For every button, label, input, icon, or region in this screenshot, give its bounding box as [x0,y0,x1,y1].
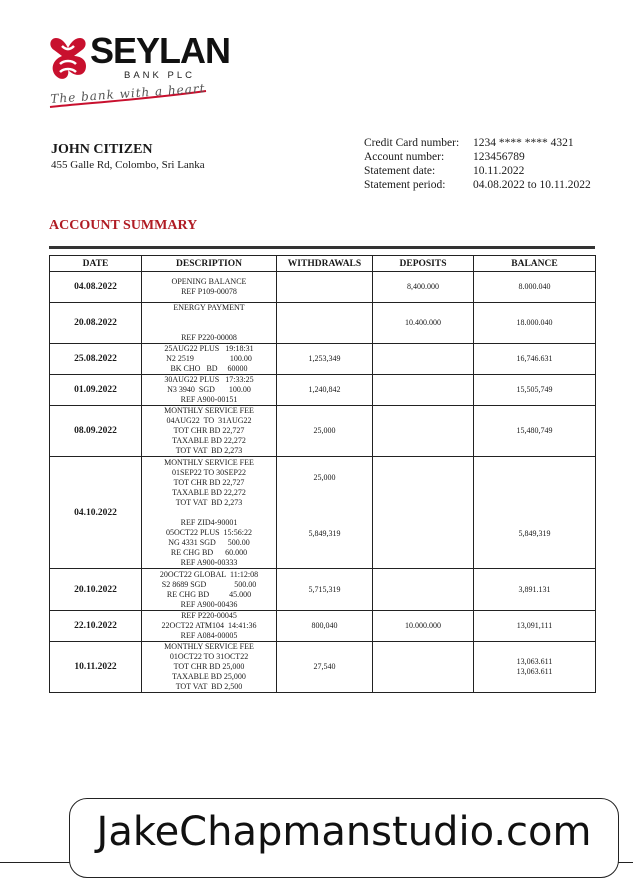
account-number-value: 123456789 [473,151,525,163]
description-line: MONTHLY SERVICE FEE [164,457,254,467]
card-number-row [364,136,591,150]
table-row [50,303,596,344]
header-withdrawals: WITHDRAWALS [277,256,373,272]
balance-value: 3,891.131 [518,584,551,594]
withdrawal-cell [277,303,373,344]
description-line: TOT CHR BD 22,727 [173,477,245,487]
deposit-cell [373,303,474,344]
header-description: DESCRIPTION [142,256,277,272]
date-cell [50,611,142,642]
withdrawal-cell [277,642,373,693]
balance-value: 13,091,111 [516,621,553,630]
withdrawal-cell [277,569,373,611]
card-number-label: Credit Card number: [364,137,460,149]
table-row [50,569,596,611]
balance-cell [474,457,596,569]
balance-cell [474,272,596,303]
cell-value: 8,400.000 [407,282,439,291]
watermark-text: JakeChapmanstudio.com [96,809,592,855]
description-line: S2 8689 SGD 500.00 [161,579,257,589]
date-cell [50,344,142,375]
cell-value: 10.000.000 [405,621,441,630]
table-row [50,457,596,569]
description-cell [142,406,277,457]
account-summary-heading: ACCOUNT SUMMARY [49,218,198,233]
transactions-table [49,255,596,693]
withdrawal-value: 25,000 [313,473,336,482]
description-line: TOT CHR BD 25,000 [173,662,245,671]
description-line: REF P220-00008 [181,333,237,342]
deposit-cell [373,272,474,303]
description-line: 05OCT22 PLUS 15:56:22 [165,527,252,537]
description-line: TOT VAT BD 2,500 [175,682,243,691]
withdrawal-cell [277,375,373,406]
description-line: 01OCT22 TO 31OCT22 [169,652,249,661]
description-line: 04AUG22 TO 31AUG22 [166,416,252,425]
cell-value: 25,000 [313,426,336,435]
description-line: 22OCT22 ATM104 14:41:36 [161,621,257,630]
date-cell [50,303,142,344]
deposit-cell [373,642,474,693]
cell-value: 20.10.2022 [74,584,117,595]
cell-value: 22.10.2022 [74,621,117,631]
deposit-cell [373,611,474,642]
withdrawal-cell [277,344,373,375]
statement-details [364,136,591,192]
bank-tagline: The bank with a heart [50,81,206,106]
description-line: REF A084-00005 [180,631,238,640]
statement-date-row [364,164,591,178]
balance-value: 15,505,749 [516,385,553,394]
deposit-cell [373,457,474,569]
date-cell [50,406,142,457]
balance-value: 13,063.611 [516,657,553,666]
balance-cell [474,344,596,375]
balance-value: 18.000.040 [516,318,553,327]
balance-cell [474,406,596,457]
header-deposits: DEPOSITS [373,256,474,272]
header-date: DATE [50,256,142,272]
description-line: REF A900-00333 [180,557,238,567]
description-cell [142,569,277,611]
description-line: 30AUG22 PLUS 17:33:25 [164,375,254,384]
cell-value: 1,240,842 [308,385,341,394]
description-line: TAXABLE BD 22,272 [172,436,246,445]
spacer [142,508,276,518]
seylan-emblem-icon [48,36,88,86]
description-line: REF P220-00045 [181,611,237,620]
description-line: 01SEP22 TO 30SEP22 [172,467,246,477]
cell-value: 08.09.2022 [74,426,117,436]
table-row [50,642,596,693]
description-line: TOT CHR BD 22,727 [173,426,245,435]
balance-value: 15,480,749 [516,426,553,435]
statement-period-row [364,178,591,192]
statement-period-value: 04.08.2022 to 10.11.2022 [473,179,591,191]
deposit-cell [373,569,474,611]
cell-value: 5,715,319 [308,584,341,594]
balance-cell [474,611,596,642]
balance-value: 8.000.040 [518,282,551,291]
balance-cell [474,303,596,344]
date-cell [50,569,142,611]
deposit-cell [373,344,474,375]
balance-cell [474,569,596,611]
description-line: TAXABLE BD 22,272 [172,487,246,497]
description-cell [142,642,277,693]
description-line: MONTHLY SERVICE FEE [164,406,254,415]
description-line: NG 4331 SGD 500.00 [168,537,250,547]
account-number-label: Account number: [364,151,445,163]
statement-date-label: Statement date: [364,165,436,177]
description-line: REF P109-00078 [181,287,237,296]
description-cell [142,375,277,406]
customer-name: JOHN CITIZEN [51,142,153,157]
customer-address: 455 Galle Rd, Colombo, Sri Lanka [51,159,205,171]
description-cell [142,272,277,303]
description-line: ENERGY PAYMENT [173,303,245,312]
description-line: MONTHLY SERVICE FEE [164,642,254,651]
table-row [50,272,596,303]
header-balance: BALANCE [474,256,596,272]
cell-value: 800,040 [311,621,338,630]
withdrawal-cell [277,457,373,569]
balance-value: 16,746.631 [516,354,553,363]
table-row [50,406,596,457]
card-number-value: 1234 **** **** 4321 [473,137,574,149]
table-row [50,344,596,375]
cell-value: 01.09.2022 [74,385,117,395]
heading-divider [49,246,595,249]
cell-value: 04.10.2022 [74,507,117,518]
cell-value: 10.400.000 [405,318,441,327]
deposit-cell [373,406,474,457]
description-line: RE CHG BD 60.000 [170,547,248,557]
deposit-cell [373,375,474,406]
table-header-row [50,256,596,272]
description-cell [142,457,277,569]
description-line: REF ZID4-90001 [180,517,238,527]
description-line: N3 3940 SGD 100.00 [167,385,251,394]
date-cell [50,375,142,406]
account-number-row [364,150,591,164]
description-line: REF A900-00436 [180,599,238,609]
description-line [142,323,276,333]
bank-name: SEYLAN [90,30,231,71]
cell-value: 10.11.2022 [74,662,117,672]
withdrawal-cell [277,272,373,303]
description-cell [142,303,277,344]
cell-value: 27,540 [313,662,336,671]
balance-value: 13,063.611 [516,667,553,676]
withdrawal-cell [277,611,373,642]
balance-cell [474,642,596,693]
date-cell [50,457,142,569]
description-line: TAXABLE BD 25,000 [172,672,246,681]
date-cell [50,642,142,693]
transactions-body [50,272,596,693]
cell-value: 25.08.2022 [74,354,117,364]
description-cell [142,611,277,642]
bank-logo [48,30,231,122]
description-line: RE CHG BD 45.000 [166,589,252,599]
cell-value: 1,253,349 [308,354,341,363]
statement-period-label: Statement period: [364,179,446,191]
date-cell [50,272,142,303]
bank-subtitle: BANK PLC [124,70,195,81]
withdrawal-value: 5,849,319 [308,529,341,538]
table-row [50,611,596,642]
table-row [50,375,596,406]
balance-cell [474,375,596,406]
withdrawal-cell [277,406,373,457]
cell-value: 04.08.2022 [74,282,117,292]
description-line: 20OCT22 GLOBAL 11:12:08 [159,569,259,579]
description-line: 25AUG22 PLUS 19:18:31 [164,344,254,353]
description-line: OPENING BALANCE [171,277,247,286]
description-cell [142,344,277,375]
description-line: TOT VAT BD 2,273 [175,497,243,507]
description-line: BK CHO BD 60000 [170,364,248,373]
balance-value: 5,849,319 [518,529,551,538]
cell-value: 20.08.2022 [74,318,117,328]
description-line [142,313,276,323]
description-line: TOT VAT BD 2,273 [175,446,243,455]
watermark-box [69,798,619,878]
description-line: REF A900-00151 [180,395,238,404]
statement-date-value: 10.11.2022 [473,165,525,177]
description-line: N2 2519 100.00 [166,354,252,363]
